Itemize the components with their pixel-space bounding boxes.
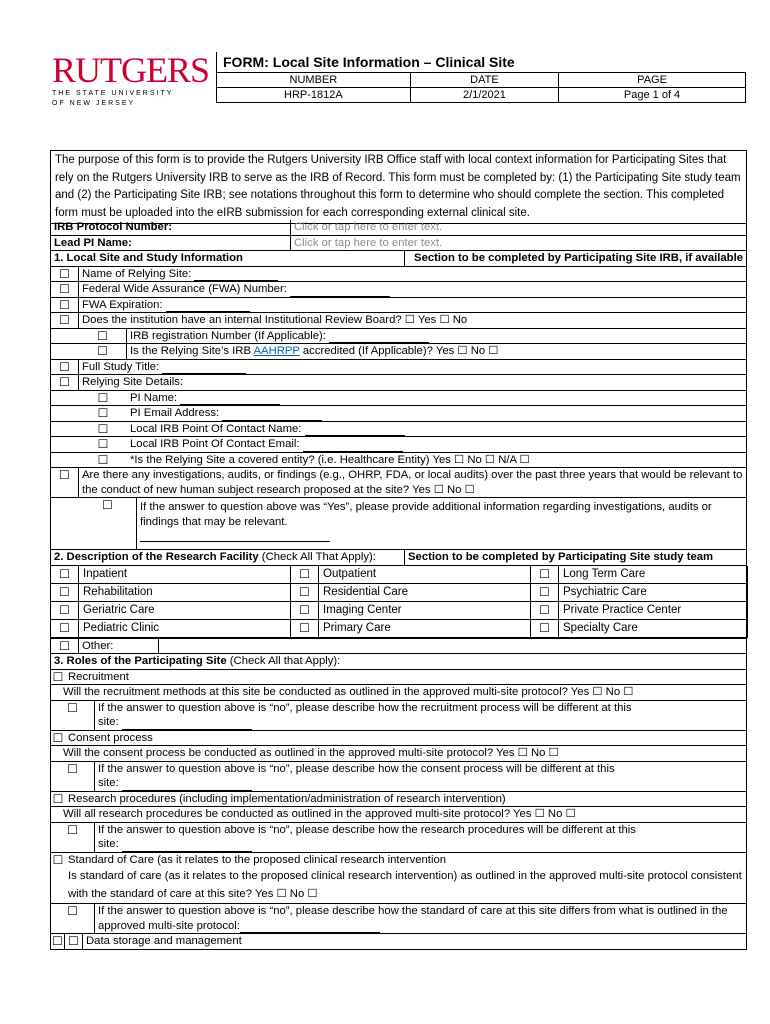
poc-name-checkbox[interactable]: ☐ — [97, 421, 109, 436]
section1-title: 1. Local Site and Study Information — [51, 251, 405, 266]
form-date: 2/1/2021 — [410, 88, 558, 103]
fwa-label: Federal Wide Assurance (FWA) Number: — [82, 283, 287, 295]
outpatient-checkbox[interactable]: ☐ — [291, 566, 319, 584]
role-standard-of-care-row — [50, 853, 747, 905]
research-procedures-yes-checkbox[interactable]: ☐ — [534, 808, 545, 820]
role-consent-row — [50, 731, 747, 747]
pi-email-checkbox[interactable]: ☐ — [97, 406, 109, 420]
yes-label: Yes — [496, 747, 515, 759]
no-label: No — [470, 345, 486, 357]
section1-header — [50, 251, 747, 267]
recruitment-followup: If the answer to question above is “no”, please describe how the recruitment process will be different at this — [98, 701, 632, 714]
section3-title-suffix: (Check All that Apply): — [226, 655, 341, 667]
fwa-checkbox[interactable]: ☐ — [51, 282, 79, 297]
data-storage-checkbox[interactable]: ☐ — [51, 934, 65, 949]
facility-residential-care: Residential Care — [319, 584, 531, 602]
facility-imaging-center: Imaging Center — [319, 602, 531, 620]
standard-of-care-followup-row — [50, 904, 747, 934]
relying-details-label: Relying Site Details: — [82, 376, 184, 388]
page-number: Page 1 of 4 — [559, 88, 746, 103]
research-procedures-followup-field[interactable] — [122, 841, 252, 852]
irb-protocol-row — [50, 220, 747, 236]
irb-reg-label: IRB registration Number (If Applicable): — [130, 329, 326, 342]
standard-of-care-followup-field[interactable] — [240, 922, 380, 933]
other-label: Other: — [79, 639, 159, 654]
internal-irb-label: Does the institution have an internal Institutional Review Board? — [82, 314, 402, 326]
investigations-label: Are there any investigations, audits, or findings (e.g., OHRP, FDA, or local audits) over the past three years that would be relevant to the conduct of new human subject research proposed at the site? — [82, 469, 743, 496]
consent-checkbox[interactable]: ☐ — [52, 730, 64, 745]
investigations-followup-checkbox[interactable]: ☐ — [79, 498, 137, 549]
full-title-row — [50, 360, 747, 376]
research-procedures-followup: If the answer to question above is “no”, please describe how the research procedures will be different at this — [98, 823, 636, 836]
fwa-exp-field[interactable] — [166, 301, 250, 312]
research-procedures-no-checkbox[interactable]: ☐ — [565, 808, 576, 820]
section2-note: Section to be completed by Participating Site study team — [408, 551, 714, 563]
role-data-storage-label: Data storage and management — [86, 935, 242, 947]
facility-grid — [50, 566, 747, 639]
irb-protocol-label: IRB Protocol Number: — [51, 220, 291, 235]
aahrpp-row — [50, 344, 747, 360]
relying-site-row — [50, 267, 747, 283]
role-recruitment-row — [50, 670, 747, 686]
no-label: No — [289, 888, 305, 900]
role-standard-of-care-label: Standard of Care (as it relates to the proposed clinical research intervention — [68, 853, 447, 866]
no-label: No — [452, 314, 468, 326]
consent-question-row — [50, 746, 747, 762]
consent-yes-checkbox[interactable]: ☐ — [517, 747, 528, 759]
facility-pediatric-clinic: Pediatric Clinic — [79, 620, 291, 638]
consent-followup: If the answer to question above is “no”, please describe how the consent process will be different at this — [98, 762, 615, 775]
investigations-followup-label: If the answer to question above was “Yes”, please provide additional information regarding investigations, audits or findings that may be relevant. — [140, 501, 712, 528]
research-procedures-question: Will all research procedures be conducted as outlined in the approved multi-site protocol? — [63, 808, 511, 820]
na-label: N/A — [498, 453, 517, 466]
role-data-storage-row — [50, 934, 747, 950]
relying-site-field[interactable] — [194, 270, 278, 281]
imaging-center-checkbox[interactable]: ☐ — [291, 602, 319, 620]
rehabilitation-checkbox[interactable]: ☐ — [51, 584, 79, 602]
full-title-field[interactable] — [162, 363, 246, 374]
yes-label: Yes — [417, 314, 437, 326]
long-term-care-checkbox[interactable]: ☐ — [531, 566, 559, 584]
full-title-label: Full Study Title: — [82, 360, 160, 373]
lead-pi-row — [50, 236, 747, 252]
aahrpp-checkbox[interactable]: ☐ — [79, 344, 127, 359]
pi-name-row — [50, 391, 747, 407]
irb-reg-row — [50, 329, 747, 345]
aahrpp-pre: Is the Relying Site’s IRB — [130, 345, 254, 357]
intro-paragraph: The purpose of this form is to provide the Rutgers University IRB Office staff with local context information for Participating Sites that rely on the Rutgers University IRB to serve as the IRB of Record. This form must be completed by: (1) the Participating Site study team and (2) the Participating Site IRB; see notations throughout this form to determine who should complete the section. This completed form must be uploaded into the eIRB submission for each corresponding external clinical site. — [50, 150, 747, 224]
section2-title-suffix: (Check All That Apply): — [258, 551, 376, 563]
internal-irb-yes-checkbox[interactable]: ☐ — [404, 314, 415, 326]
recruitment-checkbox[interactable]: ☐ — [52, 669, 64, 684]
covered-yes-checkbox[interactable]: ☐ — [454, 453, 465, 466]
covered-entity-checkbox[interactable]: ☐ — [97, 452, 109, 467]
aahrpp-link[interactable]: AAHRPP — [253, 345, 300, 357]
lead-pi-input[interactable]: Click or tap here to enter text. — [294, 236, 443, 249]
covered-entity-row — [50, 453, 747, 469]
irb-reg-field[interactable] — [329, 332, 429, 343]
fwa-exp-row — [50, 298, 747, 314]
consent-question: Will the consent process be conducted as outlined in the approved multi-site protocol? — [63, 747, 494, 759]
geriatric-care-checkbox[interactable]: ☐ — [51, 602, 79, 620]
inpatient-checkbox[interactable]: ☐ — [51, 566, 79, 584]
consent-followup-field[interactable] — [122, 780, 252, 791]
consent-followup-site: site: — [98, 777, 119, 789]
facility-long-term-care: Long Term Care — [559, 566, 748, 584]
role-research-procedures-row — [50, 792, 747, 808]
yes-label: Yes — [432, 453, 451, 466]
research-procedures-question-row — [50, 807, 747, 823]
aahrpp-post: accredited (If Applicable)? — [299, 345, 433, 357]
poc-email-field[interactable] — [303, 441, 403, 452]
internal-irb-row — [50, 313, 747, 329]
aahrpp-yes-checkbox[interactable]: ☐ — [457, 345, 468, 357]
poc-email-label: Local IRB Point Of Contact Email: — [130, 438, 300, 450]
primary-care-checkbox[interactable]: ☐ — [291, 620, 319, 638]
recruitment-followup-checkbox[interactable]: ☐ — [51, 701, 95, 730]
recruitment-followup-site: site: — [98, 716, 119, 728]
data-storage-checkbox-2[interactable]: ☐ — [65, 934, 83, 949]
number-label: NUMBER — [217, 73, 411, 88]
fwa-exp-label: FWA Expiration: — [82, 298, 163, 311]
relying-details-row — [50, 375, 747, 391]
pi-name-checkbox[interactable]: ☐ — [97, 390, 109, 405]
pi-email-label: PI Email Address: — [130, 407, 220, 419]
fwa-exp-checkbox[interactable]: ☐ — [51, 298, 79, 313]
investigations-row — [50, 468, 747, 498]
recruitment-yes-checkbox[interactable]: ☐ — [592, 686, 603, 698]
role-recruitment-label: Recruitment — [68, 670, 129, 683]
research-procedures-followup-checkbox[interactable]: ☐ — [51, 823, 95, 852]
standard-of-care-question: Is standard of care (as it relates to the proposed clinical research intervention) as outlined in the approved multi-site protocol consistent with the standard of care at this site? — [68, 870, 742, 900]
form-body — [50, 220, 747, 950]
poc-email-checkbox[interactable]: ☐ — [97, 437, 109, 451]
poc-name-label: Local IRB Point Of Contact Name: — [130, 422, 302, 435]
research-procedures-followup-site: site: — [98, 838, 119, 850]
recruitment-followup-row — [50, 701, 747, 731]
covered-na-checkbox[interactable]: ☐ — [519, 453, 530, 466]
facility-primary-care: Primary Care — [319, 620, 531, 638]
yes-label: Yes — [513, 808, 532, 820]
pi-name-label: PI Name: — [130, 391, 178, 404]
internal-irb-checkbox[interactable]: ☐ — [51, 313, 79, 328]
residential-care-checkbox[interactable]: ☐ — [291, 584, 319, 602]
no-label: No — [467, 453, 482, 466]
pediatric-clinic-checkbox[interactable]: ☐ — [51, 620, 79, 638]
research-procedures-checkbox[interactable]: ☐ — [52, 791, 64, 806]
psychiatric-care-checkbox[interactable]: ☐ — [531, 584, 559, 602]
standard-of-care-yes-checkbox[interactable]: ☐ — [276, 888, 287, 900]
section3-title: 3. Roles of the Participating Site — [54, 655, 227, 667]
relying-details-checkbox[interactable]: ☐ — [51, 375, 79, 390]
research-procedures-followup-row — [50, 823, 747, 853]
role-research-procedures-label: Research procedures (including implementation/administration of research intervention) — [68, 792, 506, 805]
form-title: FORM: Local Site Information – Clinical Site — [217, 52, 746, 73]
consent-no-checkbox[interactable]: ☐ — [548, 747, 559, 759]
poc-name-field[interactable] — [305, 425, 405, 436]
yes-label: Yes — [254, 888, 274, 900]
pi-name-field[interactable] — [180, 394, 280, 405]
investigations-yes-checkbox[interactable]: ☐ — [433, 483, 444, 496]
standard-of-care-followup-protocol: approved multi-site protocol: — [98, 919, 240, 932]
facility-specialty-care: Specialty Care — [559, 620, 748, 638]
recruitment-question: Will the recruitment methods at this site be conducted as outlined in the approved multi-site protocol? — [63, 686, 568, 698]
section2-title: 2. Description of the Research Facility — [54, 551, 259, 563]
full-title-checkbox[interactable]: ☐ — [51, 360, 79, 375]
section2-header — [50, 550, 747, 566]
irb-protocol-input[interactable]: Click or tap here to enter text. — [294, 221, 443, 233]
standard-of-care-followup: If the answer to question above is “no”, please describe how the standard of care at this site differs from what is outlined in the — [98, 905, 728, 917]
facility-rehabilitation: Rehabilitation — [79, 584, 291, 602]
form-header — [216, 52, 746, 103]
other-row — [50, 639, 747, 655]
no-label: No — [446, 483, 462, 496]
form-number: HRP-1812A — [217, 88, 411, 103]
facility-private-practice: Private Practice Center — [559, 602, 748, 620]
standard-of-care-followup-checkbox[interactable]: ☐ — [51, 904, 95, 933]
recruitment-no-checkbox[interactable]: ☐ — [623, 686, 634, 698]
poc-name-row — [50, 422, 747, 438]
investigations-followup-row — [50, 498, 747, 550]
recruitment-followup-field[interactable] — [122, 719, 252, 730]
date-label: DATE — [410, 73, 558, 88]
pi-email-row — [50, 406, 747, 422]
role-consent-label: Consent process — [68, 731, 153, 744]
relying-site-label: Name of Relying Site: — [82, 267, 192, 280]
irb-reg-checkbox[interactable]: ☐ — [79, 329, 127, 344]
no-label: No — [530, 747, 546, 759]
other-checkbox[interactable]: ☐ — [51, 639, 79, 654]
facility-geriatric-care: Geriatric Care — [79, 602, 291, 620]
page-label: PAGE — [559, 73, 746, 88]
logo-subtitle-2: OF NEW JERSEY — [52, 100, 136, 107]
facility-outpatient: Outpatient — [319, 566, 531, 584]
covered-entity-label: *Is the Relying Site a covered entity? (i.e. Healthcare Entity) — [130, 453, 430, 466]
consent-followup-checkbox[interactable]: ☐ — [51, 762, 95, 791]
no-label: No — [547, 808, 563, 820]
investigations-no-checkbox[interactable]: ☐ — [464, 483, 475, 496]
rutgers-logo — [52, 50, 210, 108]
logo-wordmark: RUTGERS — [52, 50, 210, 90]
logo-subtitle-1: THE STATE UNIVERSITY — [52, 90, 174, 97]
facility-psychiatric-care: Psychiatric Care — [559, 584, 748, 602]
poc-email-row — [50, 437, 747, 453]
yes-label: Yes — [412, 483, 431, 496]
private-practice-checkbox[interactable]: ☐ — [531, 602, 559, 620]
fwa-field[interactable] — [290, 286, 390, 297]
no-label: No — [605, 686, 621, 698]
section1-note: Section to be completed by Participating Site IRB, if available — [414, 252, 743, 264]
facility-inpatient: Inpatient — [79, 566, 291, 584]
lead-pi-label: Lead PI Name: — [51, 236, 291, 251]
yes-label: Yes — [570, 686, 590, 698]
investigations-followup-field[interactable] — [140, 531, 330, 542]
recruitment-question-row — [50, 685, 747, 701]
covered-no-checkbox[interactable]: ☐ — [484, 453, 496, 466]
relying-site-checkbox[interactable]: ☐ — [51, 267, 79, 282]
section3-header — [50, 654, 747, 670]
investigations-checkbox[interactable]: ☐ — [51, 468, 79, 497]
yes-label: Yes — [435, 345, 455, 357]
fwa-row — [50, 282, 747, 298]
consent-followup-row — [50, 762, 747, 792]
standard-of-care-checkbox[interactable]: ☐ — [52, 852, 64, 867]
aahrpp-no-checkbox[interactable]: ☐ — [488, 345, 499, 357]
specialty-care-checkbox[interactable]: ☐ — [531, 620, 559, 638]
standard-of-care-no-checkbox[interactable]: ☐ — [307, 888, 318, 900]
internal-irb-no-checkbox[interactable]: ☐ — [439, 314, 450, 326]
pi-email-field[interactable] — [222, 410, 322, 421]
